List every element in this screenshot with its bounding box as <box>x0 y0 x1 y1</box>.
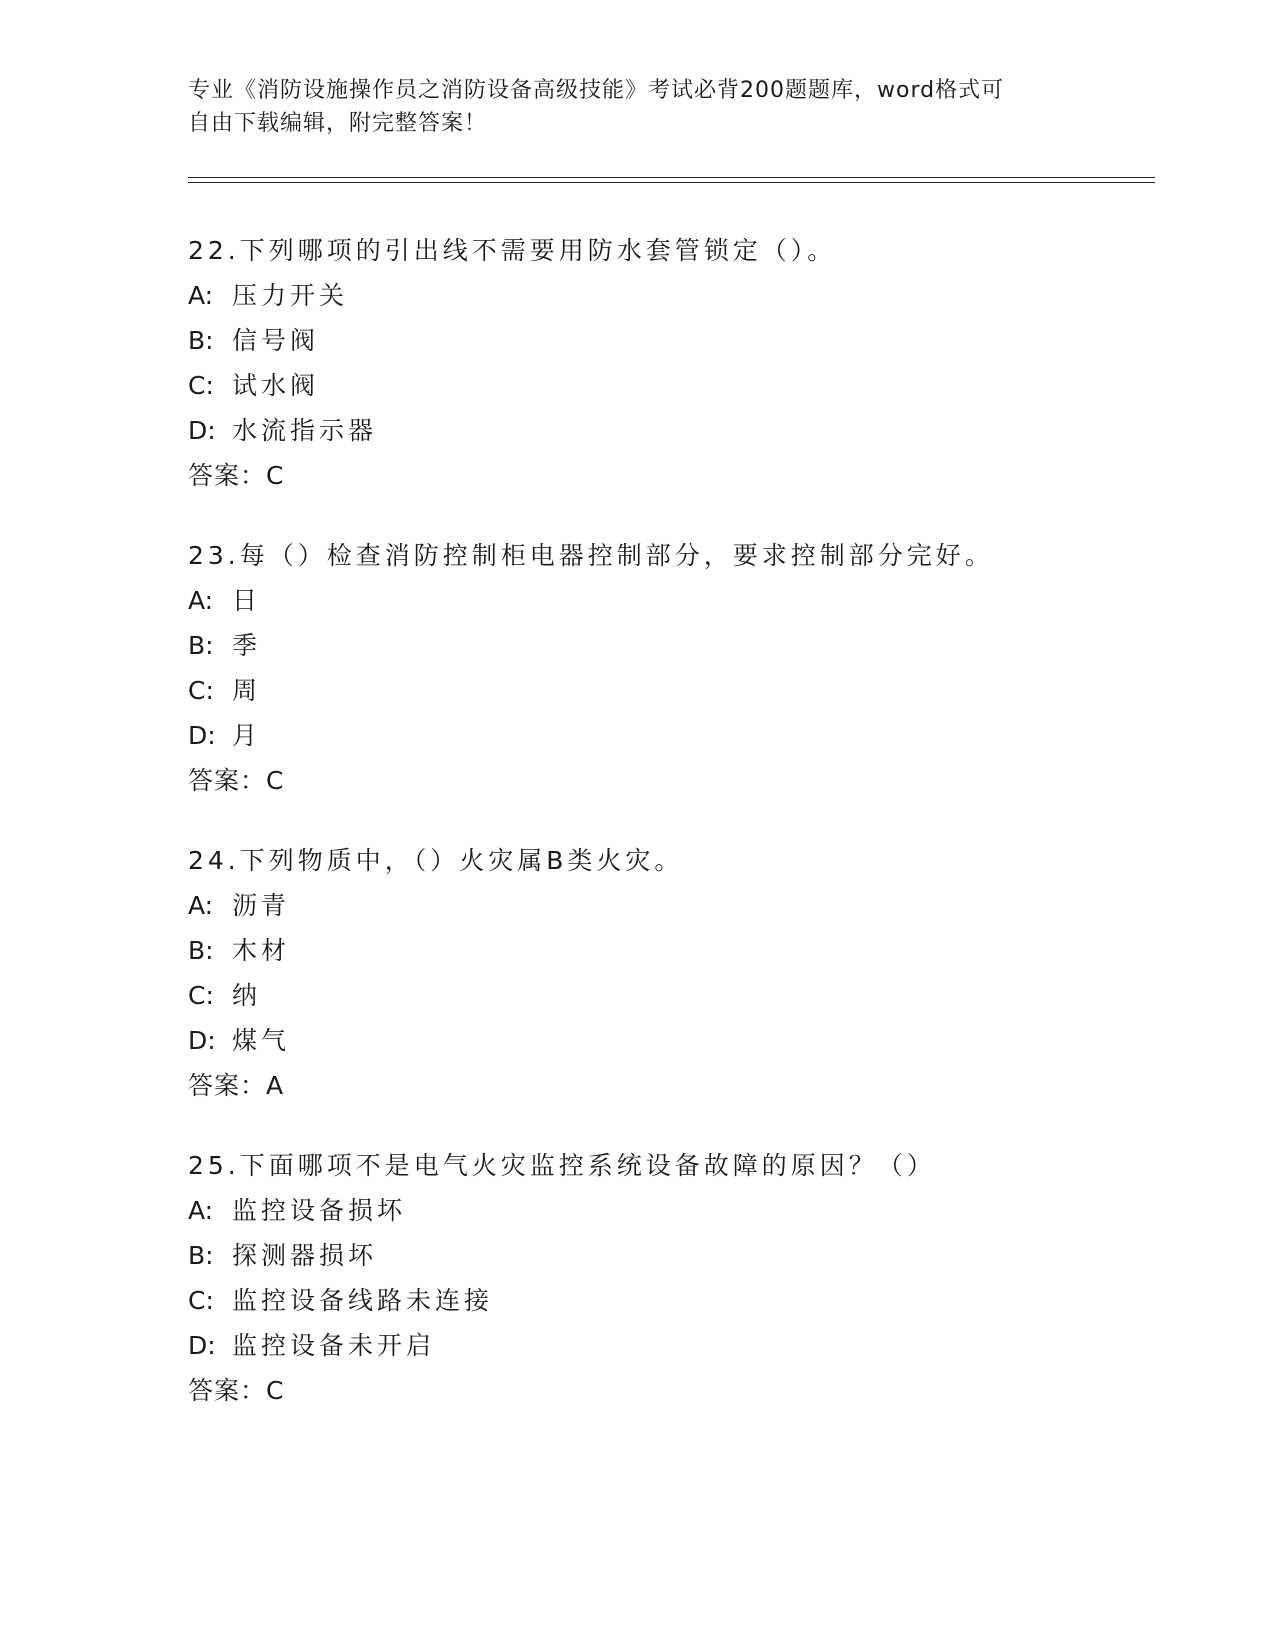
option-b <box>188 1241 1148 1271</box>
question-23 <box>188 541 1148 796</box>
option-a <box>188 891 1148 921</box>
question-text: 25.下面哪项不是电气火灾监控系统设备故障的原因？（） <box>188 1151 936 1180</box>
option-a <box>188 586 1148 616</box>
option-c <box>188 1286 1148 1316</box>
option-d <box>188 1331 1148 1361</box>
option-key: A: <box>188 281 214 310</box>
question-22 <box>188 236 1148 491</box>
header-line-2: 自由下载编辑，附完整答案！ <box>188 111 488 136</box>
option-key: C: <box>188 371 214 400</box>
option-text: 季 <box>232 631 262 660</box>
option-key: A: <box>188 1196 214 1225</box>
option-c <box>188 676 1148 706</box>
option-c <box>188 371 1148 401</box>
option-key: A: <box>188 586 214 615</box>
option-key: C: <box>188 981 214 1010</box>
option-key: B: <box>188 631 214 660</box>
question-text: 24.下列物质中，（）火灾属B类火灾。 <box>188 846 684 875</box>
option-text: 信号阀 <box>232 326 320 355</box>
header-line-1: 专业《消防设施操作员之消防设备高级技能》考试必背200题题库，word格式可 <box>188 78 1005 103</box>
option-key: C: <box>188 1286 214 1315</box>
option-text: 试水阀 <box>232 371 320 400</box>
option-b <box>188 936 1148 966</box>
option-text: 探测器损坏 <box>232 1241 378 1270</box>
question-list <box>188 236 1148 1456</box>
option-text: 水流指示器 <box>232 416 378 445</box>
option-key: B: <box>188 936 214 965</box>
option-key: A: <box>188 891 214 920</box>
option-text: 日 <box>232 586 262 615</box>
option-d <box>188 721 1148 751</box>
option-text: 监控设备未开启 <box>232 1331 436 1360</box>
option-key: B: <box>188 1241 214 1270</box>
option-key: D: <box>188 1026 216 1055</box>
option-key: B: <box>188 326 214 355</box>
answer-line: 答案：C <box>188 766 285 795</box>
option-key: D: <box>188 721 216 750</box>
option-d <box>188 1026 1148 1056</box>
option-text: 压力开关 <box>232 281 349 310</box>
option-d <box>188 416 1148 446</box>
option-c <box>188 981 1148 1011</box>
option-a <box>188 281 1148 311</box>
answer-line: 答案：A <box>188 1071 285 1100</box>
header-divider-top <box>188 177 1155 178</box>
option-key: D: <box>188 1331 216 1360</box>
option-text: 煤气 <box>232 1026 291 1055</box>
document-header <box>188 74 1088 140</box>
answer-line: 答案：C <box>188 1376 285 1405</box>
question-text: 22.下列哪项的引出线不需要用防水套管锁定（）。 <box>188 236 837 265</box>
option-key: C: <box>188 676 214 705</box>
option-text: 月 <box>232 721 262 750</box>
option-text: 监控设备线路未连接 <box>232 1286 494 1315</box>
option-text: 木材 <box>232 936 291 965</box>
question-25 <box>188 1151 1148 1406</box>
question-text: 23.每（）检查消防控制柜电器控制部分，要求控制部分完好。 <box>188 541 994 570</box>
option-text: 沥青 <box>232 891 291 920</box>
option-text: 纳 <box>232 981 262 1010</box>
answer-line: 答案：C <box>188 461 285 490</box>
option-a <box>188 1196 1148 1226</box>
option-b <box>188 326 1148 356</box>
option-text: 监控设备损坏 <box>232 1196 407 1225</box>
question-24 <box>188 846 1148 1101</box>
option-key: D: <box>188 416 216 445</box>
option-b <box>188 631 1148 661</box>
option-text: 周 <box>232 676 262 705</box>
header-divider-bottom <box>188 182 1155 183</box>
